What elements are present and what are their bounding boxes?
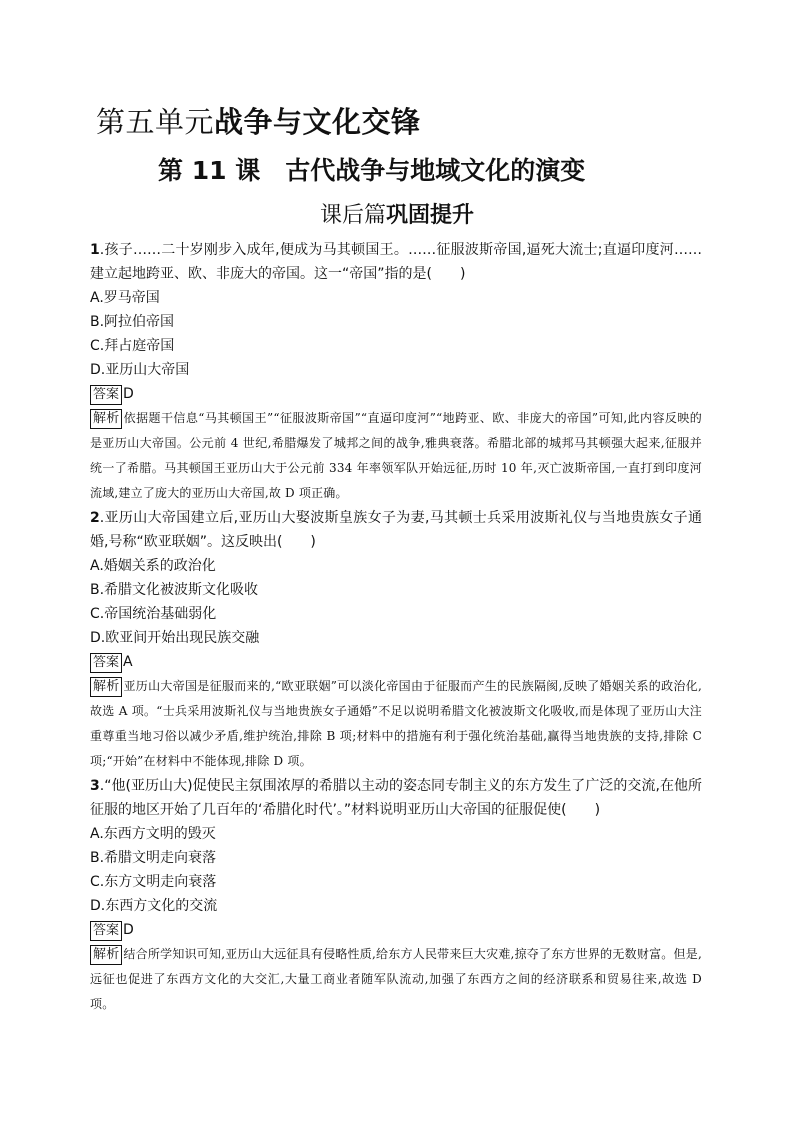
section-title [0,199,794,233]
question-text: .孩子……二十岁刚步入成年,便成为马其顿国王。……征服波斯帝国,逼死大流士;直逼印度河……建立起地跨亚、欧、非庞大的帝国。这一“帝国”指的是( ) [90,242,702,282]
answer-line [90,650,702,674]
explanation [90,406,702,506]
option-b: B.希腊文明走向衰落 [90,850,217,866]
answer-value: D [123,922,134,938]
explanation [90,674,702,774]
option-a: A.婚姻关系的政治化 [90,558,216,574]
explanation-text: 依据题干信息“马其顿国王”“征服波斯帝国”“直逼印度河”“地跨亚、欧、非庞大的帝国”可知,此内容反映的是亚历山大帝国。公元前 4 世纪,希腊爆发了城邦之间的战争,雅典衰落。希腊北部的城邦马其顿强大起来,征服并统一了希腊。马其顿国王亚历山大于公元前 334 年率领军队开始远征,历时 10 年,灭亡波斯帝国,一直打到印度河流域,建立了庞大的亚历山大帝国,故 D 项正确。 [90,411,702,500]
unit-title [96,102,421,142]
question-number: 1 [90,242,100,258]
answer-value: D [123,386,134,402]
question-block [90,238,702,506]
answer-tag: 答案 [90,385,122,405]
question-block [90,774,702,1017]
question-text: .“他(亚历山大)促使民主氛围浓厚的希腊以主动的姿态同专制主义的东方发生了广泛的交流,在他所征服的地区开始了几百年的‘希腊化时代’。”材料说明亚历山大帝国的征服促使( ) [90,778,702,818]
option-a: A.罗马帝国 [90,290,160,306]
answer-line [90,382,702,406]
unit-name: 战争与文化交锋 [214,105,421,139]
option-b: B.阿拉伯帝国 [90,314,175,330]
section-prefix: 课后篇 [319,203,386,228]
answer-value: A [123,654,133,670]
answer-tag: 答案 [90,653,122,673]
explanation [90,942,702,1017]
question-text: .亚历山大帝国建立后,亚历山大娶波斯皇族女子为妻,马其顿士兵采用波斯礼仪与当地贵族女子通婚,号称“欧亚联姻”。这反映出( ) [90,510,702,550]
unit-prefix: 第五单元 [96,105,215,139]
question-list [90,238,702,1017]
explanation-tag: 解析 [90,409,122,429]
answer-tag: 答案 [90,921,122,941]
question-stem [90,506,702,554]
question-block [90,506,702,774]
explanation-tag: 解析 [90,677,122,697]
answer-line [90,918,702,942]
option-d: D.东西方文化的交流 [90,898,218,914]
lesson-title: 第 11 课 古代战争与地域文化的演变 [158,156,586,185]
option-a: A.东西方文明的毁灭 [90,826,216,842]
option-d: D.欧亚间开始出现民族交融 [90,630,260,646]
question-number: 2 [90,510,100,526]
question-stem [90,774,702,822]
option-d: D.亚历山大帝国 [90,362,190,378]
question-stem [90,238,702,286]
option-c: C.帝国统治基础弱化 [90,606,217,622]
option-c: C.东方文明走向衰落 [90,874,217,890]
section-name: 巩固提升 [386,203,475,228]
explanation-tag: 解析 [90,945,122,965]
option-c: C.拜占庭帝国 [90,338,175,354]
option-b: B.希腊文化被波斯文化吸收 [90,582,259,598]
explanation-text: 结合所学知识可知,亚历山大远征具有侵略性质,给东方人民带来巨大灾难,掠夺了东方世界的无数财富。但是,远征也促进了东西方文化的大交汇,大量工商业者随军队流动,加强了东西方之间的经济联系和贸易往来,故选 D 项。 [90,947,702,1011]
explanation-text: 亚历山大帝国是征服而来的,“欧亚联姻”可以淡化帝国由于征服而产生的民族隔阂,反映了婚姻关系的政治化,故选 A 项。“士兵采用波斯礼仪与当地贵族女子通婚”不足以说明希腊文化被波斯文化吸收,而是体现了亚历山大注重尊重当地习俗以减少矛盾,维护统治,排除 B 项;材料中的措施有利于强化统治基础,赢得当地贵族的支持,排除 C 项;“开始”在材料中不能体现,排除 D 项。 [90,679,702,768]
question-number: 3 [90,778,100,794]
